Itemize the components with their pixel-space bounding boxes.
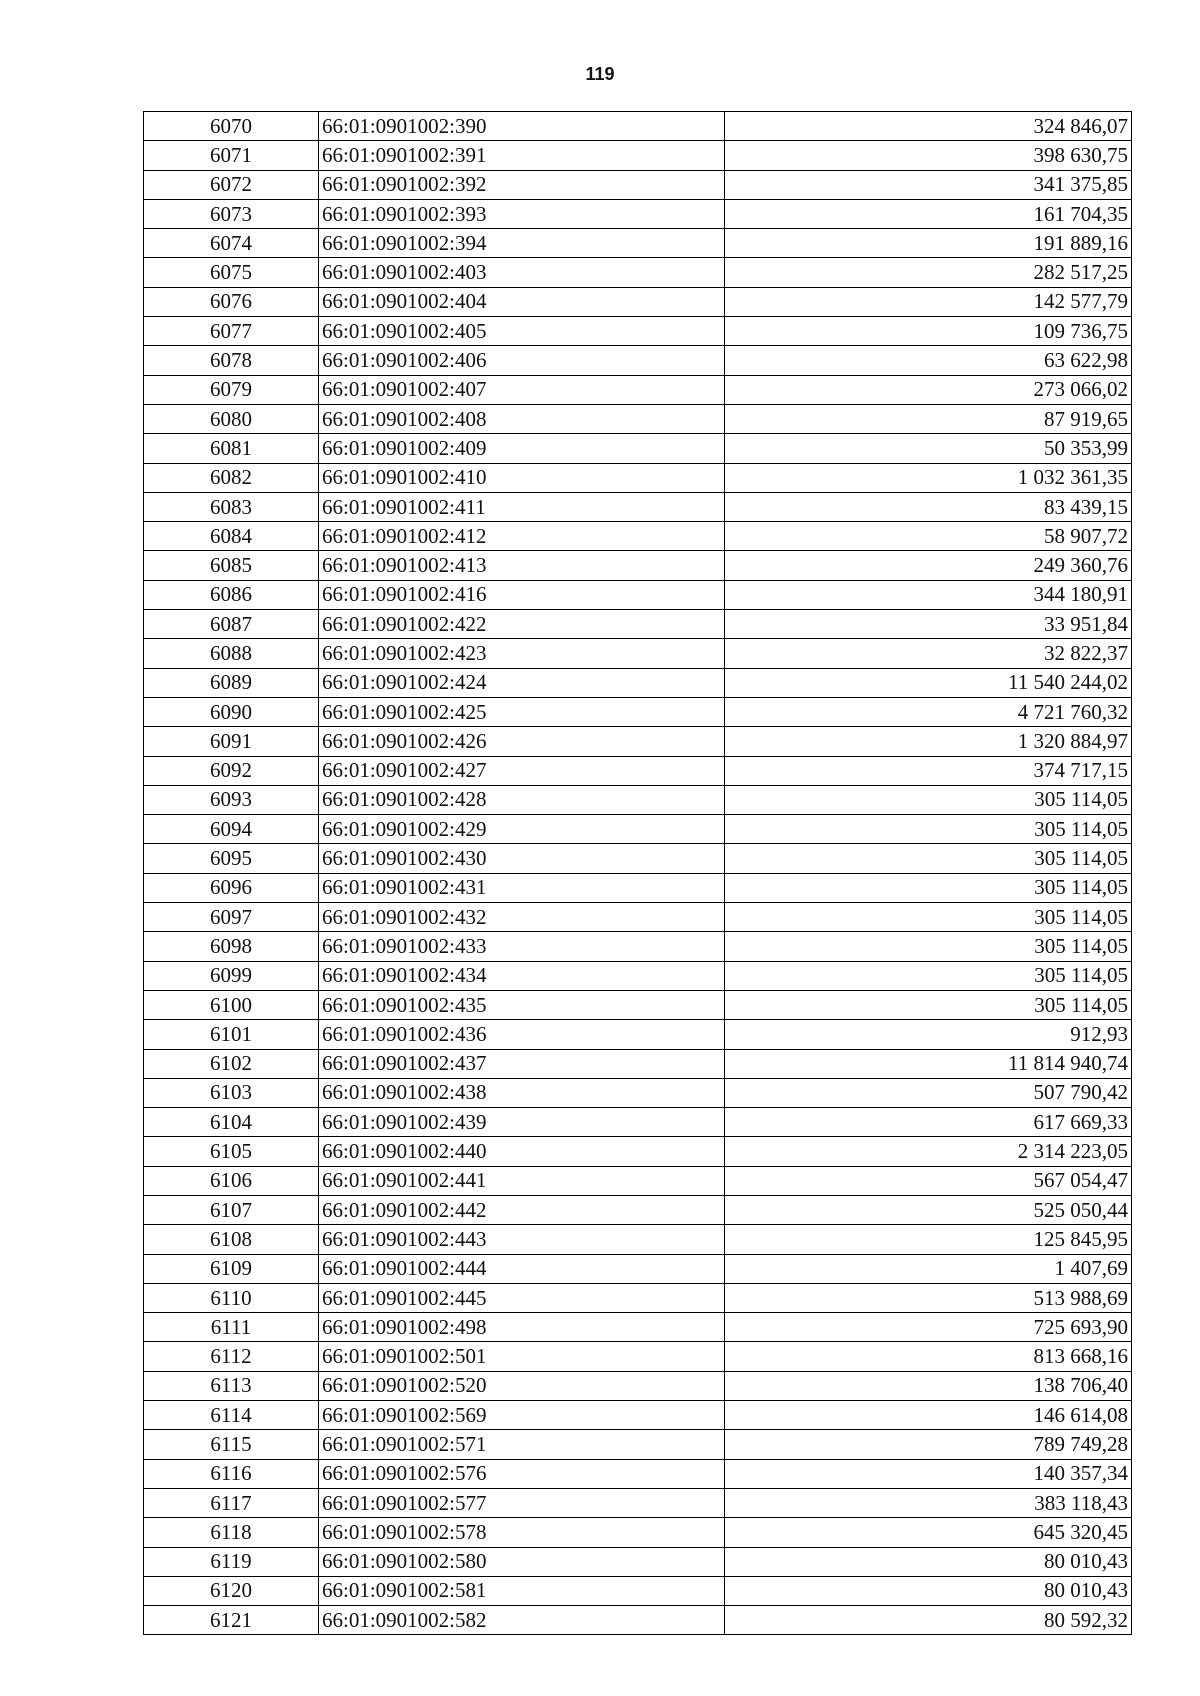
cadastral-value-cell: 513 988,69	[725, 1283, 1132, 1312]
cadastral-number-cell: 66:01:0901002:435	[319, 990, 725, 1019]
table-row	[144, 1518, 1132, 1547]
cadastral-value-cell: 374 717,15	[725, 756, 1132, 785]
table-row	[144, 1488, 1132, 1517]
cadastral-number-cell: 66:01:0901002:407	[319, 375, 725, 404]
cadastral-number-cell: 66:01:0901002:392	[319, 170, 725, 199]
cadastral-number-cell: 66:01:0901002:443	[319, 1225, 725, 1254]
row-number-cell: 6095	[144, 844, 319, 873]
table-row	[144, 1371, 1132, 1400]
table-row	[144, 1313, 1132, 1342]
row-number-cell: 6078	[144, 346, 319, 375]
cadastral-value-cell: 282 517,25	[725, 258, 1132, 287]
cadastral-value-cell: 249 360,76	[725, 551, 1132, 580]
cadastral-number-cell: 66:01:0901002:445	[319, 1283, 725, 1312]
cadastral-value-cell: 50 353,99	[725, 434, 1132, 463]
cadastral-value-cell: 398 630,75	[725, 141, 1132, 170]
cadastral-value-cell: 567 054,47	[725, 1166, 1132, 1195]
table-row	[144, 873, 1132, 902]
table-row	[144, 1108, 1132, 1137]
cadastral-value-cell: 80 010,43	[725, 1576, 1132, 1605]
cadastral-value-cell: 33 951,84	[725, 610, 1132, 639]
row-number-cell: 6087	[144, 610, 319, 639]
row-number-cell: 6120	[144, 1576, 319, 1605]
row-number-cell: 6089	[144, 668, 319, 697]
cadastral-number-cell: 66:01:0901002:426	[319, 727, 725, 756]
cadastral-number-cell: 66:01:0901002:394	[319, 229, 725, 258]
table-row	[144, 639, 1132, 668]
cadastral-value-cell: 645 320,45	[725, 1518, 1132, 1547]
table-row	[144, 170, 1132, 199]
cadastral-value-cell: 305 114,05	[725, 873, 1132, 902]
cadastral-value-cell: 305 114,05	[725, 903, 1132, 932]
row-number-cell: 6072	[144, 170, 319, 199]
row-number-cell: 6084	[144, 522, 319, 551]
cadastral-value-cell: 140 357,34	[725, 1459, 1132, 1488]
cadastral-number-cell: 66:01:0901002:501	[319, 1342, 725, 1371]
cadastral-number-cell: 66:01:0901002:393	[319, 199, 725, 228]
cadastral-value-table	[143, 111, 1132, 1635]
cadastral-number-cell: 66:01:0901002:436	[319, 1020, 725, 1049]
cadastral-number-cell: 66:01:0901002:578	[319, 1518, 725, 1547]
table-row	[144, 1459, 1132, 1488]
row-number-cell: 6088	[144, 639, 319, 668]
cadastral-number-cell: 66:01:0901002:441	[319, 1166, 725, 1195]
cadastral-number-cell: 66:01:0901002:391	[319, 141, 725, 170]
cadastral-number-cell: 66:01:0901002:582	[319, 1606, 725, 1635]
table-row	[144, 404, 1132, 433]
cadastral-number-cell: 66:01:0901002:577	[319, 1488, 725, 1517]
table-row	[144, 610, 1132, 639]
cadastral-value-cell: 273 066,02	[725, 375, 1132, 404]
row-number-cell: 6099	[144, 961, 319, 990]
table-row	[144, 932, 1132, 961]
row-number-cell: 6092	[144, 756, 319, 785]
cadastral-number-cell: 66:01:0901002:442	[319, 1195, 725, 1224]
row-number-cell: 6121	[144, 1606, 319, 1635]
table-row	[144, 287, 1132, 316]
row-number-cell: 6085	[144, 551, 319, 580]
table-row	[144, 903, 1132, 932]
cadastral-number-cell: 66:01:0901002:438	[319, 1078, 725, 1107]
row-number-cell: 6108	[144, 1225, 319, 1254]
table-row	[144, 1547, 1132, 1576]
cadastral-number-cell: 66:01:0901002:431	[319, 873, 725, 902]
cadastral-value-cell: 305 114,05	[725, 844, 1132, 873]
cadastral-value-cell: 142 577,79	[725, 287, 1132, 316]
cadastral-number-cell: 66:01:0901002:437	[319, 1049, 725, 1078]
row-number-cell: 6093	[144, 785, 319, 814]
row-number-cell: 6075	[144, 258, 319, 287]
row-number-cell: 6107	[144, 1195, 319, 1224]
cadastral-value-cell: 2 314 223,05	[725, 1137, 1132, 1166]
cadastral-number-cell: 66:01:0901002:427	[319, 756, 725, 785]
table-row	[144, 844, 1132, 873]
cadastral-number-cell: 66:01:0901002:428	[319, 785, 725, 814]
cadastral-number-cell: 66:01:0901002:406	[319, 346, 725, 375]
cadastral-number-cell: 66:01:0901002:416	[319, 580, 725, 609]
table-row	[144, 199, 1132, 228]
row-number-cell: 6118	[144, 1518, 319, 1547]
cadastral-number-cell: 66:01:0901002:403	[319, 258, 725, 287]
cadastral-value-cell: 725 693,90	[725, 1313, 1132, 1342]
cadastral-number-cell: 66:01:0901002:576	[319, 1459, 725, 1488]
cadastral-number-cell: 66:01:0901002:423	[319, 639, 725, 668]
table-row	[144, 697, 1132, 726]
cadastral-value-cell: 125 845,95	[725, 1225, 1132, 1254]
table-row	[144, 1342, 1132, 1371]
row-number-cell: 6106	[144, 1166, 319, 1195]
row-number-cell: 6080	[144, 404, 319, 433]
row-number-cell: 6110	[144, 1283, 319, 1312]
cadastral-value-cell: 305 114,05	[725, 815, 1132, 844]
table-row	[144, 756, 1132, 785]
cadastral-number-cell: 66:01:0901002:404	[319, 287, 725, 316]
cadastral-value-cell: 305 114,05	[725, 961, 1132, 990]
table-row	[144, 785, 1132, 814]
cadastral-value-cell: 11 814 940,74	[725, 1049, 1132, 1078]
table-row	[144, 1606, 1132, 1635]
row-number-cell: 6090	[144, 697, 319, 726]
table-row	[144, 727, 1132, 756]
row-number-cell: 6111	[144, 1313, 319, 1342]
row-number-cell: 6112	[144, 1342, 319, 1371]
cadastral-value-cell: 1 320 884,97	[725, 727, 1132, 756]
row-number-cell: 6105	[144, 1137, 319, 1166]
cadastral-value-cell: 109 736,75	[725, 317, 1132, 346]
cadastral-number-cell: 66:01:0901002:422	[319, 610, 725, 639]
cadastral-number-cell: 66:01:0901002:498	[319, 1313, 725, 1342]
cadastral-value-cell: 146 614,08	[725, 1401, 1132, 1430]
cadastral-value-cell: 191 889,16	[725, 229, 1132, 258]
row-number-cell: 6083	[144, 492, 319, 521]
table-row	[144, 961, 1132, 990]
cadastral-number-cell: 66:01:0901002:411	[319, 492, 725, 521]
table-row	[144, 375, 1132, 404]
cadastral-value-cell: 1 407,69	[725, 1254, 1132, 1283]
row-number-cell: 6115	[144, 1430, 319, 1459]
table-row	[144, 1137, 1132, 1166]
row-number-cell: 6102	[144, 1049, 319, 1078]
table-row	[144, 141, 1132, 170]
cadastral-value-cell: 4 721 760,32	[725, 697, 1132, 726]
cadastral-value-cell: 324 846,07	[725, 112, 1132, 141]
table-row	[144, 434, 1132, 463]
row-number-cell: 6094	[144, 815, 319, 844]
cadastral-number-cell: 66:01:0901002:439	[319, 1108, 725, 1137]
table-row	[144, 668, 1132, 697]
cadastral-value-cell: 58 907,72	[725, 522, 1132, 551]
row-number-cell: 6104	[144, 1108, 319, 1137]
cadastral-value-cell: 617 669,33	[725, 1108, 1132, 1137]
row-number-cell: 6074	[144, 229, 319, 258]
table-row	[144, 258, 1132, 287]
table-row	[144, 1576, 1132, 1605]
row-number-cell: 6070	[144, 112, 319, 141]
table-row	[144, 1195, 1132, 1224]
row-number-cell: 6103	[144, 1078, 319, 1107]
row-number-cell: 6082	[144, 463, 319, 492]
cadastral-number-cell: 66:01:0901002:581	[319, 1576, 725, 1605]
row-number-cell: 6116	[144, 1459, 319, 1488]
row-number-cell: 6114	[144, 1401, 319, 1430]
cadastral-value-cell: 813 668,16	[725, 1342, 1132, 1371]
table-row	[144, 346, 1132, 375]
row-number-cell: 6096	[144, 873, 319, 902]
page-number: 119	[585, 64, 615, 84]
table-row	[144, 1166, 1132, 1195]
cadastral-value-cell: 305 114,05	[725, 932, 1132, 961]
table-row	[144, 112, 1132, 141]
cadastral-value-cell: 341 375,85	[725, 170, 1132, 199]
cadastral-number-cell: 66:01:0901002:429	[319, 815, 725, 844]
cadastral-number-cell: 66:01:0901002:405	[319, 317, 725, 346]
table-row	[144, 1401, 1132, 1430]
row-number-cell: 6079	[144, 375, 319, 404]
cadastral-number-cell: 66:01:0901002:409	[319, 434, 725, 463]
table-row	[144, 580, 1132, 609]
cadastral-value-cell: 383 118,43	[725, 1488, 1132, 1517]
table-row	[144, 522, 1132, 551]
cadastral-number-cell: 66:01:0901002:425	[319, 697, 725, 726]
table-row	[144, 1049, 1132, 1078]
table-row	[144, 1283, 1132, 1312]
cadastral-number-cell: 66:01:0901002:520	[319, 1371, 725, 1400]
table-body	[144, 112, 1132, 1635]
cadastral-number-cell: 66:01:0901002:390	[319, 112, 725, 141]
cadastral-value-cell: 525 050,44	[725, 1195, 1132, 1224]
cadastral-value-cell: 32 822,37	[725, 639, 1132, 668]
cadastral-value-cell: 80 592,32	[725, 1606, 1132, 1635]
cadastral-number-cell: 66:01:0901002:569	[319, 1401, 725, 1430]
cadastral-value-cell: 912,93	[725, 1020, 1132, 1049]
table-row	[144, 1430, 1132, 1459]
cadastral-number-cell: 66:01:0901002:440	[319, 1137, 725, 1166]
cadastral-number-cell: 66:01:0901002:430	[319, 844, 725, 873]
table-row	[144, 1078, 1132, 1107]
row-number-cell: 6086	[144, 580, 319, 609]
cadastral-value-cell: 507 790,42	[725, 1078, 1132, 1107]
row-number-cell: 6113	[144, 1371, 319, 1400]
row-number-cell: 6097	[144, 903, 319, 932]
cadastral-value-cell: 789 749,28	[725, 1430, 1132, 1459]
cadastral-value-cell: 11 540 244,02	[725, 668, 1132, 697]
table-row	[144, 551, 1132, 580]
cadastral-value-cell: 161 704,35	[725, 199, 1132, 228]
cadastral-value-cell: 138 706,40	[725, 1371, 1132, 1400]
table-row	[144, 463, 1132, 492]
row-number-cell: 6073	[144, 199, 319, 228]
row-number-cell: 6081	[144, 434, 319, 463]
row-number-cell: 6071	[144, 141, 319, 170]
cadastral-number-cell: 66:01:0901002:434	[319, 961, 725, 990]
cadastral-number-cell: 66:01:0901002:424	[319, 668, 725, 697]
cadastral-number-cell: 66:01:0901002:433	[319, 932, 725, 961]
cadastral-number-cell: 66:01:0901002:580	[319, 1547, 725, 1576]
cadastral-number-cell: 66:01:0901002:408	[319, 404, 725, 433]
cadastral-number-cell: 66:01:0901002:412	[319, 522, 725, 551]
cadastral-value-cell: 344 180,91	[725, 580, 1132, 609]
row-number-cell: 6076	[144, 287, 319, 316]
cadastral-number-cell: 66:01:0901002:444	[319, 1254, 725, 1283]
cadastral-number-cell: 66:01:0901002:571	[319, 1430, 725, 1459]
row-number-cell: 6077	[144, 317, 319, 346]
cadastral-value-cell: 305 114,05	[725, 785, 1132, 814]
table-row	[144, 317, 1132, 346]
cadastral-value-cell: 305 114,05	[725, 990, 1132, 1019]
cadastral-number-cell: 66:01:0901002:413	[319, 551, 725, 580]
cadastral-value-cell: 63 622,98	[725, 346, 1132, 375]
cadastral-number-cell: 66:01:0901002:410	[319, 463, 725, 492]
row-number-cell: 6091	[144, 727, 319, 756]
table-row	[144, 492, 1132, 521]
cadastral-value-cell: 87 919,65	[725, 404, 1132, 433]
row-number-cell: 6119	[144, 1547, 319, 1576]
table-row	[144, 1020, 1132, 1049]
table-row	[144, 815, 1132, 844]
cadastral-value-cell: 1 032 361,35	[725, 463, 1132, 492]
cadastral-number-cell: 66:01:0901002:432	[319, 903, 725, 932]
table-row	[144, 990, 1132, 1019]
table-row	[144, 1254, 1132, 1283]
table-row	[144, 229, 1132, 258]
row-number-cell: 6109	[144, 1254, 319, 1283]
cadastral-value-cell: 83 439,15	[725, 492, 1132, 521]
row-number-cell: 6117	[144, 1488, 319, 1517]
row-number-cell: 6098	[144, 932, 319, 961]
row-number-cell: 6100	[144, 990, 319, 1019]
row-number-cell: 6101	[144, 1020, 319, 1049]
table-row	[144, 1225, 1132, 1254]
cadastral-value-cell: 80 010,43	[725, 1547, 1132, 1576]
